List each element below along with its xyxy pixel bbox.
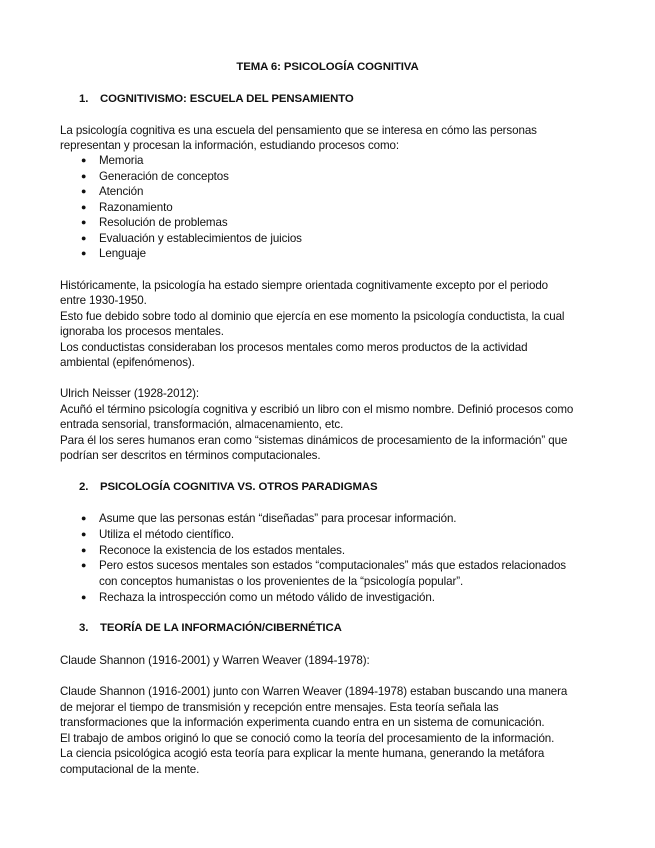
list-item: ● Resolución de problemas: [81, 216, 228, 229]
list-item: ● Atención: [81, 185, 144, 198]
bullet-icon: ●: [81, 217, 87, 227]
paragraph-line: ambiental (epifenómenos).: [60, 356, 195, 369]
section-number: 3.: [79, 622, 89, 634]
section-title: COGNITIVISMO: ESCUELA DEL PENSAMIENTO: [100, 93, 354, 105]
bullet-icon: ●: [81, 248, 87, 258]
paragraph-line: podrían ser descritos en términos computacionales.: [60, 449, 321, 462]
bullet-icon: ●: [81, 513, 87, 523]
section-number: 1.: [79, 93, 89, 105]
bullet-icon: ●: [81, 202, 87, 212]
paragraph-line: entre 1930-1950.: [60, 294, 147, 307]
paragraph-line: La psicología cognitiva es una escuela del pensamiento que se interesa en cómo las personas: [60, 124, 537, 137]
paragraph-line: Ulrich Neisser (1928-2012):: [60, 387, 200, 400]
section-title: TEORÍA DE LA INFORMACIÓN/CIBERNÉTICA: [100, 622, 342, 634]
paragraph-line: computacional de la mente.: [60, 763, 200, 776]
bullet-icon: ●: [81, 233, 87, 243]
bullet-icon: ●: [81, 171, 87, 181]
paragraph-line: Los conductistas consideraban los procesos mentales como meros productos de la actividad: [60, 341, 528, 354]
paragraph-line: Claude Shannon (1916-2001) junto con Warren Weaver (1894-1978) estaban buscando una manera: [60, 685, 568, 698]
bullet-icon: ●: [81, 545, 87, 555]
list-item: ● Asume que las personas están “diseñadas” para procesar información.: [81, 512, 457, 525]
paragraph-line: transformaciones que la información experimenta cuando entra en un sistema de comunicación.: [60, 716, 545, 729]
paragraph-line: de mejorar el tiempo de transmisión y recepción entre mensajes. Esta teoría señala las: [60, 701, 499, 714]
list-item: ● Pero estos sucesos mentales son estados “computacionales” más que estados relacionados: [81, 559, 567, 572]
paragraph-line: Para él los seres humanos eran como “sistemas dinámicos de procesamiento de la información” que: [60, 434, 568, 447]
paragraph-line: Claude Shannon (1916-2001) y Warren Weaver (1894-1978):: [60, 654, 370, 667]
bullet-icon: ●: [81, 592, 87, 602]
paragraph-line: representan y procesan la información, estudiando procesos como:: [60, 139, 400, 152]
section-3-heading: [79, 621, 342, 637]
list-item-continuation: con conceptos humanistas o los provenientes de la “psicología popular”.: [99, 575, 464, 588]
list-item: ● Generación de conceptos: [81, 170, 229, 183]
document-title: TEMA 6: PSICOLOGÍA COGNITIVA: [236, 61, 419, 73]
paragraph-line: El trabajo de ambos originó lo que se conoció como la teoría del procesamiento de la información.: [60, 732, 555, 745]
section-1-heading: [79, 92, 354, 108]
paragraph-line: Acuñó el término psicología cognitiva y escribió un libro con el mismo nombre. Definió procesos como: [60, 403, 574, 416]
section-title: PSICOLOGÍA COGNITIVA VS. OTROS PARADIGMAS: [100, 481, 378, 493]
paragraph-line: La ciencia psicológica acogió esta teoría para explicar la mente humana, generando la metáfora: [60, 747, 545, 760]
list-item: ● Memoria: [81, 154, 144, 167]
paragraph-line: Históricamente, la psicología ha estado siempre orientada cognitivamente excepto por el periodo: [60, 279, 549, 292]
list-item: ● Rechaza la introspección como un método válido de investigación.: [81, 591, 435, 604]
section-number: 2.: [79, 481, 89, 493]
list-item: ● Reconoce la existencia de los estados mentales.: [81, 544, 345, 557]
list-item: ● Evaluación y establecimientos de juicios: [81, 232, 302, 245]
paragraph-line: Esto fue debido sobre todo al dominio que ejercía en ese momento la psicología conductista, la cual: [60, 310, 565, 323]
paragraph-line: ignoraba los procesos mentales.: [60, 325, 224, 338]
bullet-icon: ●: [81, 560, 87, 570]
list-item: ● Utiliza el método científico.: [81, 528, 234, 541]
section-2-heading: [79, 480, 378, 496]
list-item: ● Razonamiento: [81, 201, 173, 214]
bullet-icon: ●: [81, 186, 87, 196]
bullet-icon: ●: [81, 529, 87, 539]
list-item: ● Lenguaje: [81, 247, 146, 260]
paragraph-line: entrada sensorial, transformación, almacenamiento, etc.: [60, 418, 344, 431]
bullet-icon: ●: [81, 155, 87, 165]
